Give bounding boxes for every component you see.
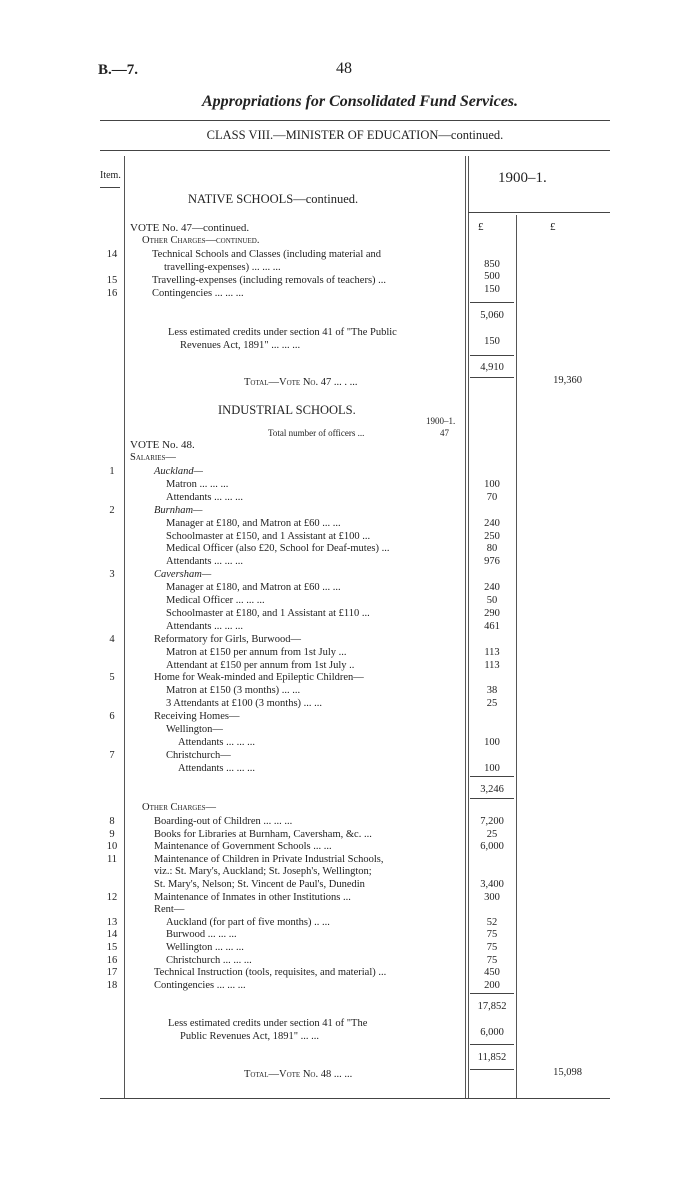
item-column-header: Item.: [100, 170, 121, 181]
rule: [470, 798, 514, 799]
item-number: 7: [109, 749, 115, 761]
line-text: Maintenance of Inmates in other Institutions ...: [154, 891, 351, 903]
line-text: Maintenance of Children in Private Industrial Schools,: [154, 853, 384, 865]
rule: [100, 150, 610, 151]
item-number: 16: [106, 288, 118, 299]
item-number: 11: [106, 853, 118, 865]
vote-47-total: 19,360: [553, 375, 582, 386]
line-text: Contingencies ... ... ...: [152, 288, 244, 299]
line-text: Burnham—: [154, 504, 203, 516]
amount: 75: [486, 942, 498, 953]
net-amount: 4,910: [480, 362, 504, 373]
page-number: 48: [336, 60, 352, 77]
rule: [470, 377, 514, 378]
item-number: 15: [106, 942, 118, 953]
amount: 450: [484, 967, 500, 979]
amount: 25: [486, 828, 498, 840]
vote-48-total-label: Total—Vote No. 48 ... ...: [244, 1069, 353, 1080]
amount: 240: [484, 582, 500, 594]
item-number: 14: [106, 929, 118, 941]
item-number: 14: [106, 249, 118, 260]
column-rule: [516, 215, 517, 1098]
rule: [100, 187, 120, 188]
amount: 7,200: [480, 816, 504, 827]
line-text: Matron at £150 (3 months) ... ...: [166, 685, 301, 697]
item-number: 6: [109, 711, 115, 723]
industrial-schools-heading: INDUSTRIAL SCHOOLS.: [218, 403, 356, 417]
amount: 100: [484, 762, 500, 774]
less-credits-amount: 150: [484, 336, 500, 347]
other-charges-heading: Other Charges—continued.: [142, 235, 260, 246]
officers-count: 47: [440, 428, 449, 438]
line-text: Manager at £180, and Matron at £60 ... ...: [166, 517, 341, 529]
native-schools-heading: NATIVE SCHOOLS—continued.: [188, 192, 359, 206]
amount: 75: [486, 954, 498, 966]
amount: 100: [484, 736, 500, 748]
line-text: Rent—: [154, 904, 185, 916]
line-text: Receiving Homes—: [154, 711, 240, 723]
less-credits-amount: 6,000: [480, 1027, 504, 1038]
amount: 300: [484, 891, 500, 903]
amount: 113: [484, 646, 500, 658]
line-text: Medical Officer (also £20, School for Deaf-mutes) ...: [166, 543, 390, 555]
line-text: Technical Instruction (tools, requisites, and material) ...: [154, 967, 387, 979]
line-text: Attendants ... ... ...: [166, 620, 243, 632]
rule: [470, 993, 514, 994]
item-number: 15: [106, 275, 118, 286]
vote-48-total: 15,098: [553, 1067, 582, 1078]
line-text: Auckland (for part of five months) .. ...: [166, 916, 330, 928]
amount: 50: [486, 595, 498, 606]
item-number: 9: [109, 828, 115, 840]
amount: 850: [484, 259, 500, 270]
line-text: Technical Schools and Classes (including material and: [152, 249, 382, 260]
line-text: Caversham—: [154, 569, 212, 581]
amount: 25: [486, 698, 498, 710]
subtotal: 5,060: [480, 310, 504, 321]
rule: [470, 1044, 514, 1045]
item-number: 2: [109, 504, 115, 516]
currency-col2: £: [550, 221, 556, 233]
line-text: Attendant at £150 per annum from 1st July ..: [166, 659, 355, 671]
line-text: 3 Attendants at £100 (3 months) ... ...: [166, 698, 323, 710]
item-number: 10: [106, 841, 118, 853]
line-text: travelling-expenses) ... ... ...: [164, 262, 281, 273]
salaries-total: 3,246: [480, 784, 504, 795]
line-text: Boarding-out of Children ... ... ...: [154, 816, 293, 827]
line-text: Maintenance of Government Schools ... ...: [154, 841, 332, 853]
document-code: B.—7.: [98, 62, 139, 78]
page-title: Appropriations for Consolidated Fund Services.: [201, 93, 519, 110]
amount: 500: [484, 271, 500, 282]
line-text: Schoolmaster at £150, and 1 Assistant at £100 ...: [166, 530, 371, 542]
rule: [468, 212, 610, 213]
item-number: 13: [106, 916, 118, 928]
year-column-header: 1900–1.: [498, 170, 547, 186]
rule: [470, 776, 514, 777]
line-text: Attendants ... ... ...: [166, 491, 243, 503]
item-number: 1: [109, 466, 115, 477]
rule: [100, 1098, 610, 1099]
line-text: Attendants ... ... ...: [166, 556, 243, 568]
amount: 70: [486, 491, 498, 503]
column-rule: [124, 156, 125, 1098]
net-amount: 11,852: [477, 1052, 507, 1063]
line-text: Schoolmaster at £180, and 1 Assistant at £110 ...: [166, 607, 370, 619]
salaries-heading: Salaries—: [130, 452, 176, 463]
line-text: Attendants ... ... ...: [178, 762, 255, 774]
line-text: Reformatory for Girls, Burwood—: [154, 633, 301, 645]
officers-year: 1900–1.: [426, 416, 456, 426]
other-charges-heading: Other Charges—: [142, 802, 216, 813]
item-number: 5: [109, 672, 115, 684]
amount: 150: [484, 284, 500, 295]
amount: 290: [484, 607, 500, 619]
line-text: St. Mary's, Nelson; St. Vincent de Paul's, Dunedin: [154, 879, 365, 890]
rule: [470, 1069, 514, 1070]
line-text: Auckland—: [154, 466, 203, 477]
rule: [470, 302, 514, 303]
amount: 75: [486, 929, 498, 941]
line-text: Wellington—: [166, 724, 223, 735]
amount: 461: [484, 620, 500, 632]
amount: 6,000: [480, 841, 504, 853]
line-text: Wellington ... ... ...: [166, 942, 244, 953]
item-number: 3: [109, 569, 115, 581]
item-number: 8: [109, 816, 115, 827]
line-text: Manager at £180, and Matron at £60 ... ...: [166, 582, 341, 594]
vote-47-heading: VOTE No. 47—continued.: [130, 222, 250, 234]
line-text: Travelling-expenses (including removals of teachers) ...: [152, 275, 387, 286]
item-number: 18: [106, 979, 118, 991]
vote-48-heading: VOTE No. 48.: [130, 439, 195, 451]
subtotal: 17,852: [477, 1001, 507, 1012]
officers-label: Total number of officers ...: [268, 428, 365, 438]
amount: 3,400: [480, 879, 504, 890]
less-credits-line: Less estimated credits under section 41 of "The: [168, 1018, 368, 1029]
vote-47-total-label: Total—Vote No. 47 ... . ...: [244, 377, 358, 388]
line-text: Medical Officer ... ... ...: [166, 595, 265, 606]
class-heading: CLASS VIII.—MINISTER OF EDUCATION—continued.: [206, 128, 504, 142]
line-text: Christchurch—: [166, 749, 231, 761]
amount: 240: [484, 517, 500, 529]
line-text: Attendants ... ... ...: [178, 736, 255, 748]
rule: [470, 355, 514, 356]
rule: [100, 120, 610, 121]
line-text: Books for Libraries at Burnham, Caversham, &c. ...: [154, 828, 372, 840]
less-credits-line: Less estimated credits under section 41 of "The Public: [168, 327, 397, 338]
line-text: Matron at £150 per annum from 1st July ...: [166, 646, 347, 658]
column-rule: [465, 156, 466, 1098]
line-text: viz.: St. Mary's, Auckland; St. Joseph's, Wellington;: [154, 866, 372, 878]
item-number: 4: [109, 633, 115, 645]
item-number: 16: [106, 954, 118, 966]
amount: 200: [484, 979, 500, 991]
line-text: Matron ... ... ...: [166, 478, 229, 490]
item-number: 12: [106, 891, 118, 903]
item-number: 17: [106, 967, 118, 979]
line-text: Contingencies ... ... ...: [154, 979, 246, 991]
amount: 80: [486, 543, 498, 555]
line-text: Burwood ... ... ...: [166, 929, 237, 941]
amount: 38: [486, 685, 498, 697]
amount: 113: [484, 659, 500, 671]
amount: 100: [484, 478, 500, 490]
column-rule: [468, 156, 469, 1098]
less-credits-line: Public Revenues Act, 1891" ... ...: [180, 1031, 320, 1042]
amount: 250: [484, 530, 500, 542]
currency-col1: £: [478, 221, 484, 233]
amount: 976: [484, 556, 500, 568]
less-credits-line: Revenues Act, 1891" ... ... ...: [180, 340, 301, 351]
line-text: Home for Weak-minded and Epileptic Children—: [154, 672, 364, 684]
amount: 52: [486, 916, 498, 928]
line-text: Christchurch ... ... ...: [166, 954, 252, 966]
